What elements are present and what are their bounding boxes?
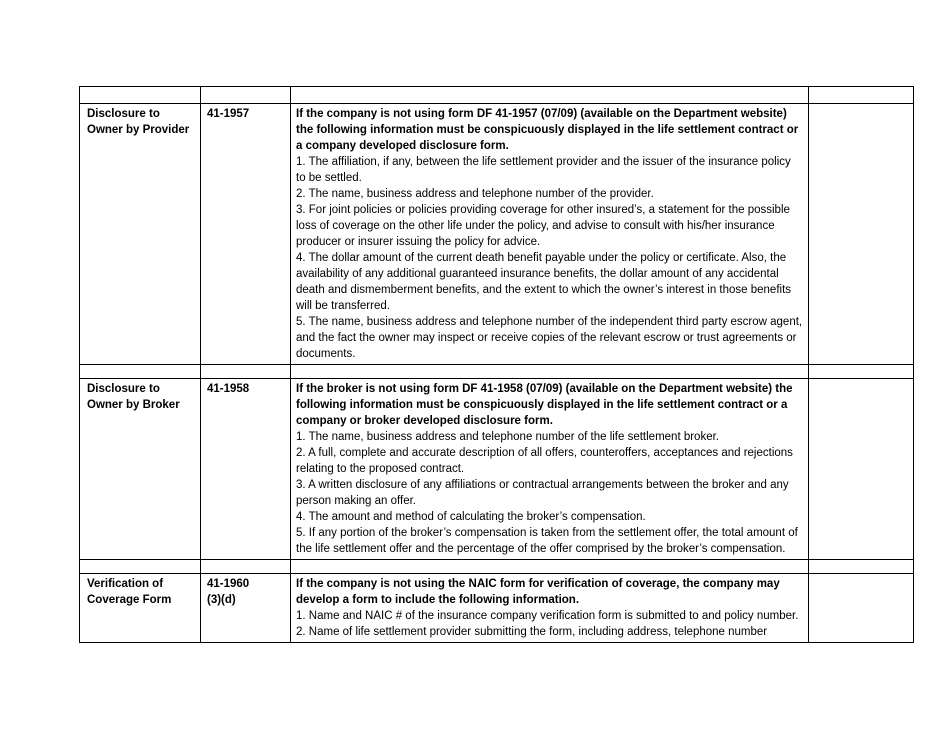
requirement-item: 5. The name, business address and telephone number of the independent third party escrow agent, and the fact the owner may inspect or receive copies of the relevant escrow or trust agreements or documents. — [296, 316, 803, 360]
empty-cell — [809, 365, 914, 379]
code-cell — [201, 379, 291, 560]
requirement-item: 1. The name, business address and telephone number of the life settlement broker. — [296, 431, 719, 443]
code-cell — [201, 574, 291, 643]
topic-line: Owner by Provider — [87, 124, 190, 136]
empty-cell — [201, 365, 291, 379]
code-cell — [201, 104, 291, 365]
spacer-row — [80, 560, 914, 574]
table-row — [80, 104, 914, 365]
topic-cell — [80, 104, 201, 365]
notes-cell — [809, 104, 914, 365]
requirement-item: 3. A written disclosure of any affiliations or contractual arrangements between the broker and any person making an offer. — [296, 479, 789, 507]
table-row — [80, 379, 914, 560]
table-row — [80, 574, 914, 643]
description-cell — [291, 574, 809, 643]
requirement-item: 2. The name, business address and telephone number of the provider. — [296, 188, 654, 200]
topic-line: Disclosure to — [87, 383, 160, 395]
empty-cell — [809, 560, 914, 574]
topic-cell — [80, 379, 201, 560]
requirement-item: 3. For joint policies or policies providing coverage for other insured’s, a statement for the possible loss of coverage on the other life under the policy, and advise to consult with his/her insurance producer or insurer issuing the policy for advice. — [296, 204, 790, 248]
code-line: 41-1960 — [207, 578, 250, 590]
topic-line: Coverage Form — [87, 594, 172, 606]
empty-cell — [80, 87, 201, 104]
spacer-row — [80, 87, 914, 104]
description-cell — [291, 104, 809, 365]
notes-cell — [809, 574, 914, 643]
empty-cell — [291, 365, 809, 379]
requirement-item: 2. A full, complete and accurate description of all offers, counteroffers, acceptances and rejections relating to the proposed contract. — [296, 447, 793, 475]
requirement-item: 1. The affiliation, if any, between the life settlement provider and the issuer of the insurance policy to be settled. — [296, 156, 791, 184]
requirement-item: 2. Name of life settlement provider submitting the form, including address, telephone number — [296, 626, 768, 638]
empty-cell — [80, 365, 201, 379]
code-line: 41-1958 — [207, 383, 250, 395]
requirement-lead: If the broker is not using form DF 41-1958 (07/09) (available on the Department website) the following information must be conspicuously displayed in the life settlement contract or a company or broker developed disclosure form. — [296, 383, 793, 427]
description-cell — [291, 379, 809, 560]
empty-cell — [80, 560, 201, 574]
code-line: (3)(d) — [207, 594, 236, 606]
requirement-item: 4. The amount and method of calculating the broker’s compensation. — [296, 511, 646, 523]
empty-cell — [809, 87, 914, 104]
topic-line: Owner by Broker — [87, 399, 180, 411]
requirement-lead: If the company is not using form DF 41-1957 (07/09) (available on the Department website) the following information must be conspicuously displayed in the life settlement contract or a company developed disclosure form. — [296, 108, 799, 152]
empty-cell — [201, 87, 291, 104]
regulation-table — [79, 86, 914, 643]
empty-cell — [201, 560, 291, 574]
requirement-item: 5. If any portion of the broker’s compensation is taken from the settlement offer, the total amount of the life settlement offer and the percentage of the offer comprised by the broker’s compensation. — [296, 527, 798, 555]
spacer-row — [80, 365, 914, 379]
notes-cell — [809, 379, 914, 560]
requirement-item: 1. Name and NAIC # of the insurance company verification form is submitted to and policy number. — [296, 610, 799, 622]
requirement-item: 4. The dollar amount of the current death benefit payable under the policy or certificate. Also, the availability of any additional guaranteed insurance benefits, the dollar amount of any accidental death and dismemberment benefits, and the extent to which the owner’s interest in those benefits will be transferred. — [296, 252, 792, 312]
topic-cell — [80, 574, 201, 643]
topic-line: Disclosure to — [87, 108, 160, 120]
empty-cell — [291, 87, 809, 104]
topic-line: Verification of — [87, 578, 164, 590]
empty-cell — [291, 560, 809, 574]
code-line: 41-1957 — [207, 108, 250, 120]
requirement-lead: If the company is not using the NAIC form for verification of coverage, the company may develop a form to include the following information. — [296, 578, 780, 606]
